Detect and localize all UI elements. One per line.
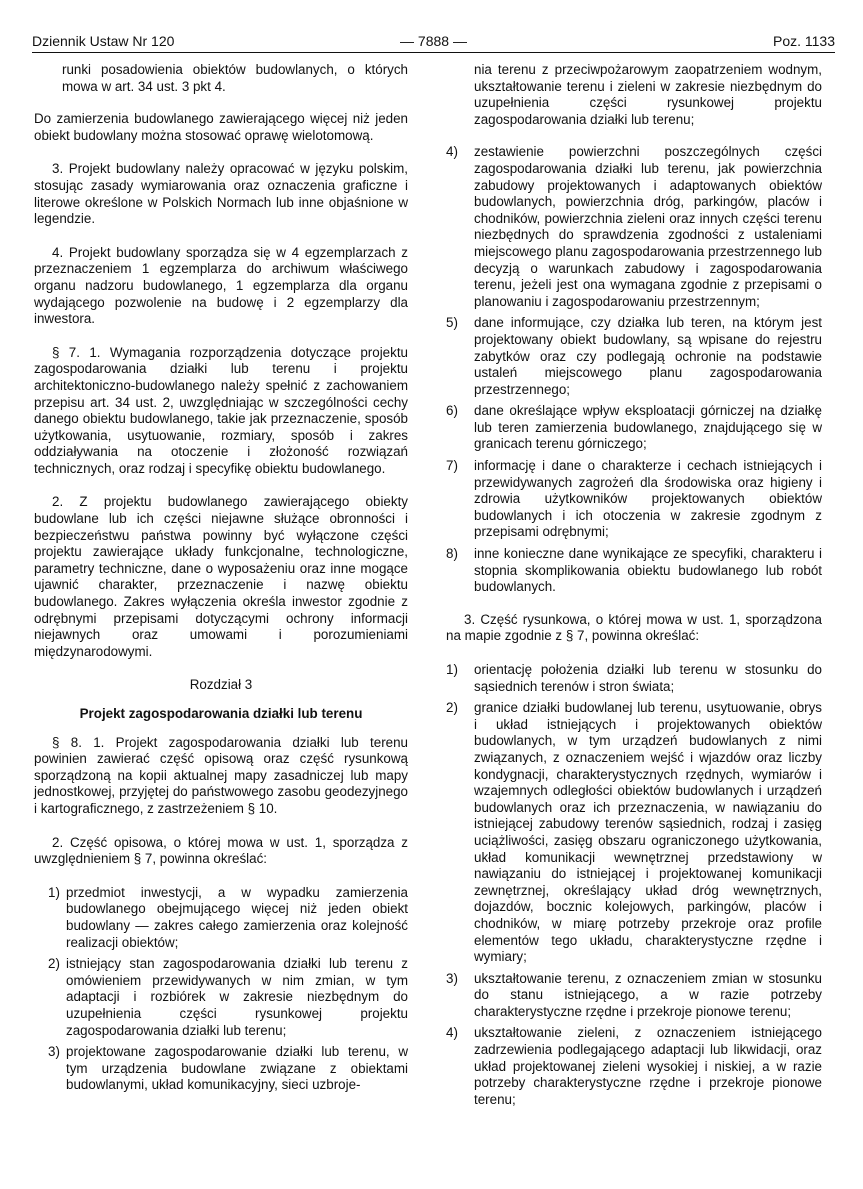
list-item	[446, 546, 822, 596]
item-number: 1)	[446, 662, 458, 677]
item-text: przedmiot inwestycji, a w wypadku zamierzenia budowlanego obejmującego więcej niż jeden obiekt budowlany — zakres całego zamierzenia oraz kolejność realizacji obiektów;	[66, 884, 408, 950]
numbered-list	[34, 885, 408, 1094]
list-item	[446, 1025, 822, 1108]
list-item	[446, 700, 822, 966]
item-number: 8)	[446, 546, 458, 562]
item-number: 3)	[446, 970, 458, 986]
paragraph: 4. Projekt budowlany sporządza się w 4 egzemplarzach z przeznaczeniem 1 egzemplarza do archiwum właściwego organu nadzoru budowlanego, 1 egzemplarza dla organu wydającego pozwolenie na budowę i 2 egzemplarzy dla inwestora.	[34, 244, 408, 327]
item-text: ukształtowanie terenu, z oznaczeniem zmian w stosunku do stanu istniejącego, a w razie potrzeby charakterystyczne rzędne i przekroje pionowe terenu;	[474, 970, 822, 1019]
list-item	[446, 144, 822, 310]
continued-item-text: nia terenu z przeciwpożarowym zaopatrzeniem wodnym, ukształtowanie terenu i zieleni w zakresie niezbędnym do uzupełnienia części rysunkowej projektu zagospodarowania działki lub terenu;	[474, 62, 822, 127]
continued-item-text: runki posadowienia obiektów budowlanych, o których mowa w art. 34 ust. 3 pkt 4.	[62, 62, 408, 94]
paragraph: Do zamierzenia budowlanego zawierającego więcej niż jeden obiekt budowlany można stosować oprawę wielotomową.	[34, 111, 408, 143]
chapter-title: Projekt zagospodarowania działki lub terenu	[79, 706, 363, 721]
list-item	[34, 885, 408, 951]
journal-title: Dziennik Ustaw Nr 120	[32, 33, 175, 49]
item-number: 2)	[48, 956, 60, 972]
item-text: inne konieczne dane wynikające ze specyfiki, charakteru i stopnia skomplikowania obiektu budowlanego lub robót budowlanych.	[474, 546, 822, 595]
page-header	[32, 30, 835, 53]
paragraph: 2. Z projektu budowlanego zawierającego obiekty budowlane lub ich części niejawne służące obronności i bezpieczeństwu państwa powinny być wyłączone części projektu zawierające układy funkcjonalne, technologiczne, parametry techniczne, dane o wyposażeniu oraz inne mogące ujawnić charakter, przeznaczenie i nazwę obiektu budowlanego. Zakres wyłączenia określa inwestor zgodnie z odrębnymi przepisami dotyczącymi ochrony informacji niejawnych oraz umowami i porozumieniami międzynarodowymi.	[34, 494, 408, 659]
chapter-number: Rozdział 3	[189, 677, 253, 693]
item-number: 3)	[48, 1044, 60, 1060]
item-text: ukształtowanie zieleni, z oznaczeniem istniejącego zadrzewienia podlegającego adaptacji lub likwidacji, oraz układ projektowanej zieleni wysokiej i niskiej, a w razie potrzeby charakterystyczne rzędne i przekroje pionowe terenu;	[474, 1025, 822, 1107]
item-number: 2)	[446, 700, 458, 716]
paragraph: § 7. 1. Wymagania rozporządzenia dotyczące projektu zagospodarowania działki lub terenu i projektu architektoniczno-budowlanego należy spełnić z zachowaniem przepisu art. 34 ust. 2, uwzględniając w szczególności cechy danego obiektu budowlanego, takie jak przeznaczenie, sposób użytkowania, usytuowanie, rozmiary, sposób i zakres oddziaływania na otoczenie i złożoność rozwiązań technicznych, oraz rodzaj i specyfikę obiektu budowlanego.	[34, 344, 408, 476]
list-item	[446, 971, 822, 1021]
item-text: projektowane zagospodarowanie działki lub terenu, w tym urządzenia budowlane związane z obiektami budowlanymi, układ komunikacyjny, sieci uzbroje-	[66, 1044, 408, 1093]
item-text: istniejący stan zagospodarowania działki lub terenu z omówieniem przewidywanych w nim zmian, w tym adaptacji i rozbiórek w zakresie niezbędnym do uzupełnienia części rysunkowej projektu zagospodarowania działki lub terenu;	[66, 956, 408, 1038]
item-number: 4)	[446, 1025, 458, 1041]
item-text: informację i dane o charakterze i cechach istniejących i przewidywanych zagrożeń dla środowiska oraz higieny i zdrowia użytkowników projektowanych obiektów budowlanych i ich otoczenia w zakresie zgodnym z przepisami odrębnymi;	[474, 458, 822, 540]
item-text: dane określające wpływ eksploatacji górniczej na działkę lub teren zamierzenia budowlanego, znajdującego się w granicach terenu górniczego;	[474, 403, 822, 452]
item-number: 5)	[446, 315, 458, 331]
list-item	[446, 315, 822, 398]
left-column	[34, 62, 408, 1110]
paragraph: 2. Część opisowa, o której mowa w ust. 1, sporządza z uwzględnieniem § 7, powinna określać:	[34, 834, 408, 867]
item-text: granice działki budowlanej lub terenu, usytuowanie, obrys i układ istniejących i projektowanych obiektów budowlanych, w tym urządzeń budowlanych z nimi związanych, z oznaczeniem wejść i wjazdów oraz liczby kondygnacji, charakterystycznych rzędnych, wymiarów i wzajemnych odległości obiektów budowlanych i urządzeń budowlanych oraz ich przeznaczenia, w nawiązaniu do istniejącej zabudowy terenów sąsiednich, rodzaj i zasięg uciążliwości, zasięg obszaru ograniczonego użytkowania, układ komunikacji wewnętrznej przedstawiony w nawiązaniu do istniejącej i projektowanej komunikacji zewnętrznej, określający układ dróg wewnętrznych, dojazdów, bocznic kolejowych, parkingów, placów i chodników, w miarę potrzeby przekroje oraz profile elementów tego układu, charakterystyczne rzędne i wymiary;	[474, 700, 822, 965]
list-item	[446, 403, 822, 453]
position-number: Poz. 1133	[772, 33, 835, 49]
item-number: 1)	[48, 884, 60, 900]
item-number: 6)	[446, 403, 458, 419]
numbered-list	[446, 144, 822, 595]
item-number: 4)	[446, 144, 458, 160]
paragraph: § 8. 1. Projekt zagospodarowania działki lub terenu powinien zawierać część opisową oraz część rysunkową sporządzoną na kopii aktualnej mapy zasadniczej lub mapy jednostkowej, przyjętej do państwowego zasobu geodezyjnego i kartograficznego, z zastrzeżeniem § 10.	[34, 734, 408, 816]
list-item	[34, 956, 408, 1039]
right-column	[446, 62, 822, 1124]
page-number: — 7888 —	[400, 33, 467, 49]
paragraph: 3. Projekt budowlany należy opracować w języku polskim, stosując zasady wymiarowania oraz oznaczenia graficzne i literowe określone w Polskich Normach lub inne objaśnione w legendzie.	[34, 161, 408, 227]
item-number: 7)	[446, 458, 458, 474]
paragraph: 3. Część rysunkowa, o której mowa w ust. 1, sporządzona na mapie zgodnie z § 7, powinna określać:	[446, 611, 822, 644]
item-text: dane informujące, czy działka lub teren, na którym jest projektowany obiekt budowlany, są wpisane do rejestru zabytków oraz czy podlegają ochronie na podstawie ustaleń miejscowego planu zagospodarowania przestrzennego;	[474, 315, 822, 397]
list-item	[446, 662, 822, 695]
numbered-list	[446, 662, 822, 1108]
list-item	[34, 1044, 408, 1094]
item-text: zestawienie powierzchni poszczególnych części zagospodarowania działki lub terenu, jak powierzchnia zabudowy projektowanych i adaptowanych obiektów budowlanych, powierzchnia dróg, parkingów, placów i chodników, powierzchnia zieleni oraz innych części terenu niezbędnych do sprawdzenia zgodności z ustaleniami miejscowego planu zagospodarowania przestrzennego lub decyzją o warunkach zabudowy i zagospodarowania terenu, jeżeli jest ona wymagana zgodnie z przepisami o planowaniu i zagospodarowaniu przestrzennym;	[474, 144, 822, 309]
item-text: orientację położenia działki lub terenu w stosunku do sąsiednich terenów i stron świata;	[474, 662, 822, 694]
list-item	[446, 458, 822, 541]
